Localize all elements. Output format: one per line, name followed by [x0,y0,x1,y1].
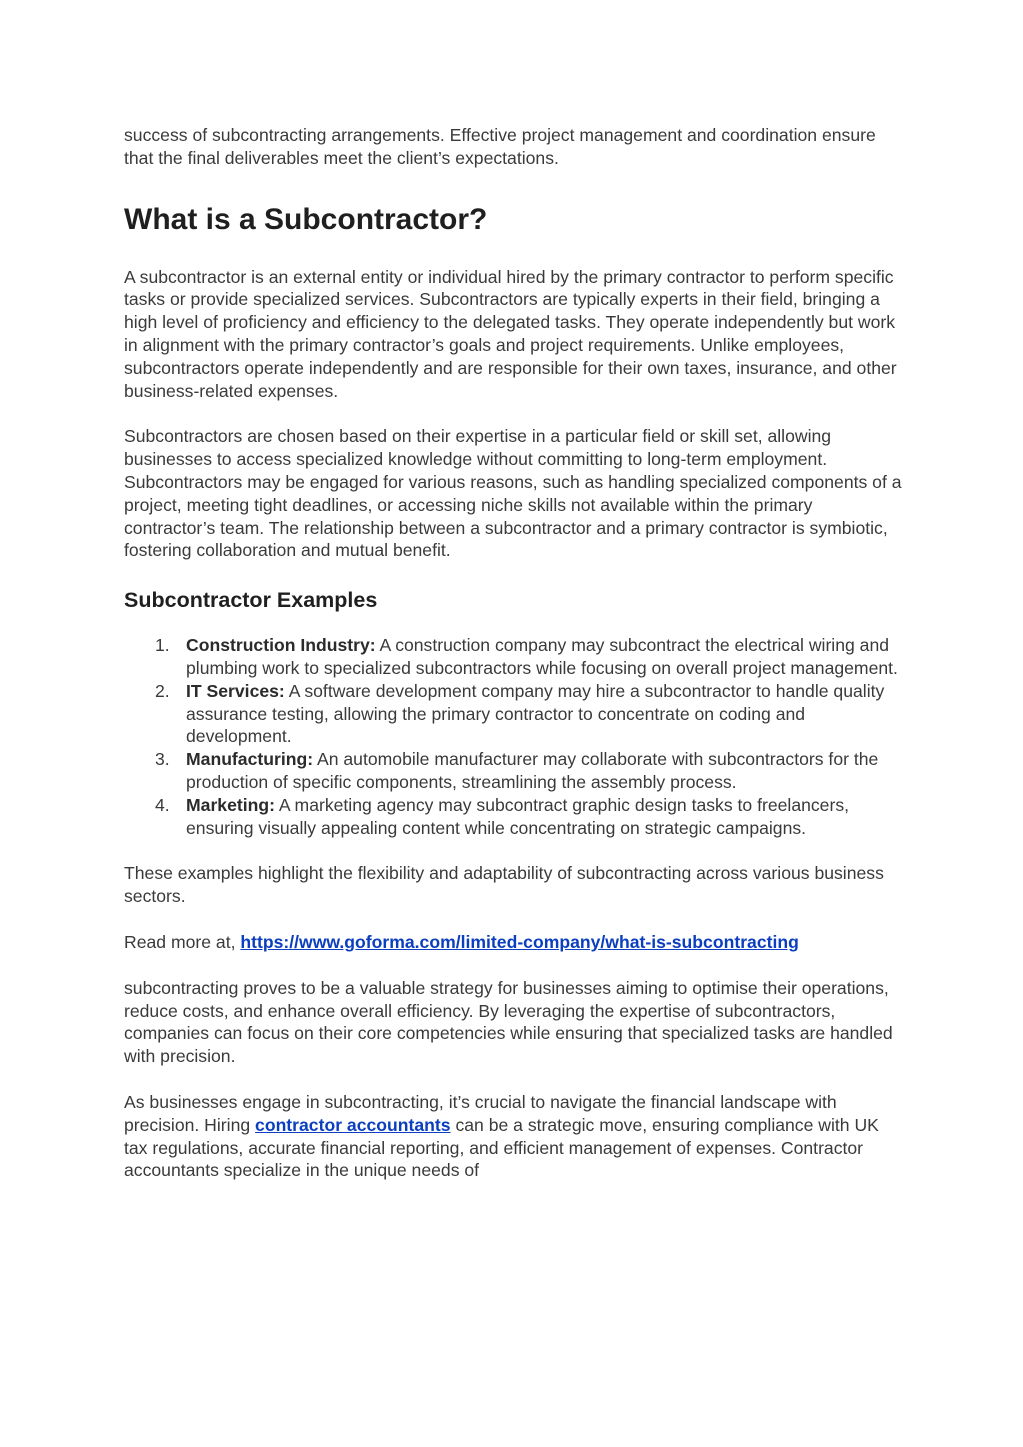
list-item-term: IT Services: [186,680,285,701]
read-more-prefix: Read more at, [124,931,241,952]
accountants-text-after: can be a strategic move, ensuring compliance with UK tax regulations, accurate financial reporting, and efficient management of expenses. Contractor accountants specialize in the unique needs of [124,1114,879,1181]
definition-paragraph: A subcontractor is an external entity or individual hired by the primary contractor to perform specific tasks or provide specialized services. Subcontractors are typically experts in their field, bringing a high level of proficiency and efficiency to the delegated tasks. They operate independently but work in alignment with the primary contractor’s goals and project requirements. Unlike employees, subcontractors operate independently and are responsible for their own taxes, insurance, and other business-related expenses. [124,266,897,401]
list-item-text: An automobile manufacturer may collaborate with subcontractors for the production of specific components, streamlining the assembly process. [186,749,879,792]
list-item [124,794,904,840]
examples-list [124,634,904,839]
source-link[interactable]: https://www.goforma.com/limited-company/what-is-subcontracting [240,931,799,952]
list-item-number: 1. [155,635,170,656]
accountants-text-before: As businesses engage in subcontracting, it’s crucial to navigate the financial landscape with precision. Hiring [124,1091,837,1135]
list-item-term: Construction Industry: [186,635,376,656]
contractor-accountants-link[interactable]: contractor accountants [255,1114,451,1135]
intro-paragraph: success of subcontracting arrangements. Effective project management and coordination ensure that the final deliverables meet the client’s expectations. [124,125,876,168]
list-item-text: A marketing agency may subcontract graphic design tasks to freelancers, ensuring visually appealing content while concentrating on strategic campaigns. [186,794,850,838]
selection-paragraph: Subcontractors are chosen based on their expertise in a particular field or skill set, allowing businesses to access specialized knowledge without committing to long-term employment. Subcontractors may be engaged for various reasons, such as handling specialized components of a project, meeting tight deadlines, or accessing niche skills not available within the primary contractor’s team. The relationship between a subcontractor and a primary contractor is symbiotic, fostering collaboration and mutual benefit. [124,426,902,561]
document-page [124,124,904,1182]
page-title: What is a Subcontractor? [124,202,488,236]
list-item-number: 4. [155,794,170,815]
list-item [124,748,904,794]
accountants-paragraph [124,1091,904,1182]
section-heading-examples: Subcontractor Examples [124,588,378,613]
examples-summary-paragraph: These examples highlight the flexibility and adaptability of subcontracting across various business sectors. [124,863,884,907]
list-item-number: 2. [155,680,170,701]
list-item [124,680,904,748]
list-item-text: A construction company may subcontract the electrical wiring and plumbing work to specialized subcontractors while focusing on overall project management. [186,635,898,678]
read-more-line [124,931,904,954]
list-item-term: Marketing: [186,794,275,815]
conclusion-paragraph: subcontracting proves to be a valuable strategy for businesses aiming to optimise their operations, reduce costs, and enhance overall efficiency. By leveraging the expertise of subcontractors, companies can focus on their core competencies while ensuring that specialized tasks are handled with precision. [124,977,893,1067]
list-item-text: A software development company may hire a subcontractor to handle quality assurance testing, allowing the primary contractor to concentrate on coding and development. [186,680,885,747]
list-item-number: 3. [155,749,170,770]
list-item-term: Manufacturing: [186,749,314,770]
list-item [124,634,904,680]
